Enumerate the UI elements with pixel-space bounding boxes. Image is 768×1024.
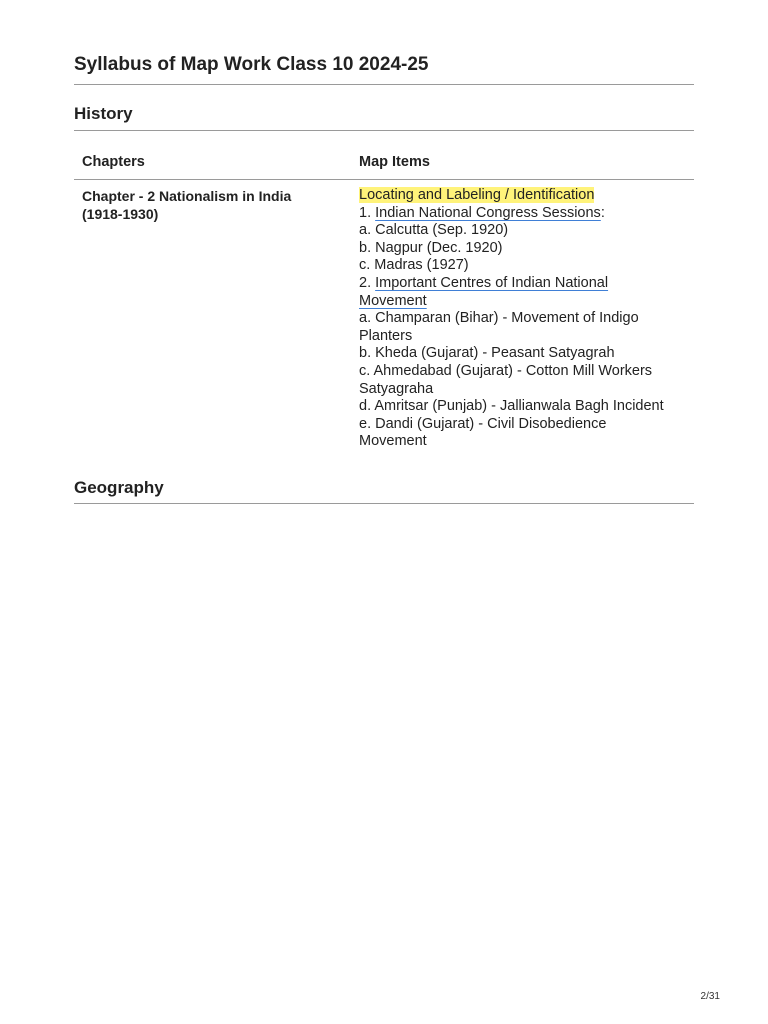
list-item: a. Calcutta (Sep. 1920) — [359, 222, 509, 239]
list-item: b. Kheda (Gujarat) - Peasant Satyagrah — [359, 345, 615, 362]
highlighted-subheading: Locating and Labeling / Identification — [359, 187, 595, 203]
list-item: a. Champaran (Bihar) - Movement of Indigo — [359, 310, 639, 327]
item-suffix: : — [600, 204, 605, 221]
page-title: Syllabus of Map Work Class 10 2024-25 — [74, 54, 429, 75]
history-divider — [74, 130, 694, 131]
list-item: c. Madras (1927) — [359, 257, 469, 274]
list-item — [359, 205, 689, 223]
table-header-map-items: Map Items — [359, 154, 430, 170]
table-cell-chapter — [82, 187, 332, 223]
list-item: e. Dandi (Gujarat) - Civil Disobedience — [359, 415, 607, 432]
table-header-chapters: Chapters — [82, 154, 145, 170]
list-item-continued: Satyagraha — [359, 380, 434, 397]
geography-divider — [74, 503, 694, 504]
list-item: d. Amritsar (Punjab) - Jallianwala Bagh Incident — [359, 398, 664, 415]
important-centres-link[interactable]: Important Centres of Indian National — [375, 274, 609, 291]
list-item: b. Nagpur (Dec. 1920) — [359, 239, 503, 256]
table-header-divider — [74, 179, 694, 180]
chapter-title: Chapter - 2 Nationalism in India — [82, 188, 292, 204]
chapter-years: (1918-1930) — [82, 206, 159, 222]
item-number: 2. — [359, 274, 376, 291]
list-item-continued: Movement — [359, 433, 427, 450]
geography-heading: Geography — [74, 478, 164, 497]
list-item: c. Ahmedabad (Gujarat) - Cotton Mill Workers — [359, 362, 653, 379]
table-cell-map-items — [359, 187, 689, 451]
important-centres-link-continued[interactable]: Movement — [359, 292, 427, 309]
list-item — [359, 275, 689, 293]
page-number: 2/31 — [700, 991, 720, 1002]
title-divider — [74, 84, 694, 85]
congress-sessions-link[interactable]: Indian National Congress Sessions — [375, 204, 601, 221]
list-item-continued: Planters — [359, 327, 413, 344]
history-heading: History — [74, 104, 133, 123]
item-number: 1. — [359, 204, 376, 221]
